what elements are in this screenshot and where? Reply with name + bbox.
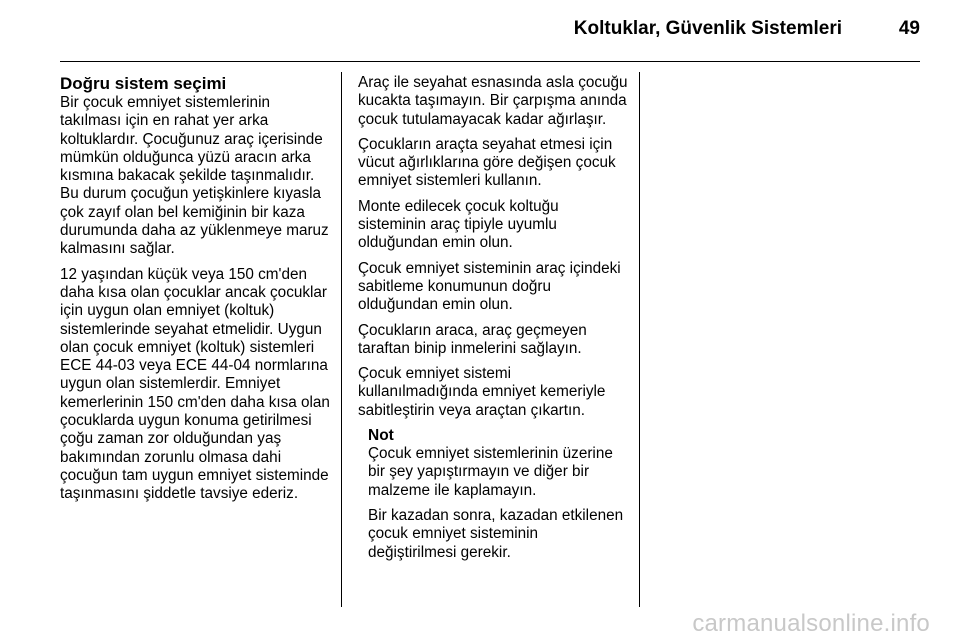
paragraph: Çocukların araca, araç geçmeyen taraftan binip inmelerini sağlayın. <box>358 321 587 357</box>
page-number: 49 <box>898 18 920 39</box>
paragraph: Çocuk emniyet sistemi kullanılmadığında emniyet kemeriyle sabitleştirin veya araçtan çıkartın. <box>358 365 606 419</box>
paragraph: 12 yaşından küçük veya 150 cm'den daha kısa olan çocuklar ancak çocuklar için uygun olan emniyet (koltuk) sistemlerinde seyahat etmelidir. Uygun olan çocuk emniyet (koltuk) sistemleri ECE 44-03 veya ECE 44-04 normlarına uygun olan sistemlerdir. Emniyet kemerlerinin 150 cm'den daha kısa olan çocuklarda uygun konuma getirilmesi çoğu zaman zor olduğundan yaş bakımından zorunlu olmasa dahi çocuğun tam uygun emniyet sisteminde taşınmasını şiddetle tavsiye ederiz. <box>60 265 330 503</box>
note-label: Not <box>368 427 394 445</box>
paragraph: Monte edilecek çocuk koltuğu sisteminin araç tipiyle uyumlu olduğundan emin olun. <box>358 197 559 252</box>
watermark: carmanualsonline.info <box>692 610 930 637</box>
page-header-title: Koltuklar, Güvenlik Sistemleri <box>573 18 842 39</box>
paragraph: Bir çocuk emniyet sistemlerinin takılması için en rahat yer arka koltuklardır. Çocuğunuz araç içerisinde mümkün olduğunca yüzü aracın arka kısmına bakacak şekilde taşınmalıdır. Bu durum çocuğun yetişkinlere kıyasla çok zayıf olan bel kemiğinin bir kaza durumunda daha az yüklenmeye maruz kalmasını sağlar. <box>60 94 329 258</box>
column-divider-right <box>639 72 640 607</box>
note-text: Bir kazadan sonra, kazadan etkilenen çocuk emniyet sisteminin değiştirilmesi gerekir. <box>368 506 624 561</box>
note-text: Çocuk emniyet sistemlerinin üzerine bir şey yapıştırmayın ve diğer bir malzeme ile kaplamayın. <box>368 445 613 499</box>
header-rule <box>60 61 920 62</box>
section-heading: Doğru sistem seçimi <box>60 74 227 93</box>
paragraph: Çocuk emniyet sisteminin araç içindeki sabitleme konumunun doğru olduğundan emin olun. <box>358 259 621 314</box>
note-box <box>368 427 628 562</box>
column-divider-left <box>341 72 342 607</box>
paragraph: Araç ile seyahat esnasında asla çocuğu kucakta taşımayın. Bir çarpışma anında çocuk tutulamayacak kadar ağırlaşır. <box>358 74 628 128</box>
paragraph: Çocukların araçta seyahat etmesi için vücut ağırlıklarına göre değişen çocuk emniyet sistemleri kullanın. <box>358 135 616 190</box>
left-column <box>60 74 335 511</box>
middle-column <box>358 74 628 569</box>
